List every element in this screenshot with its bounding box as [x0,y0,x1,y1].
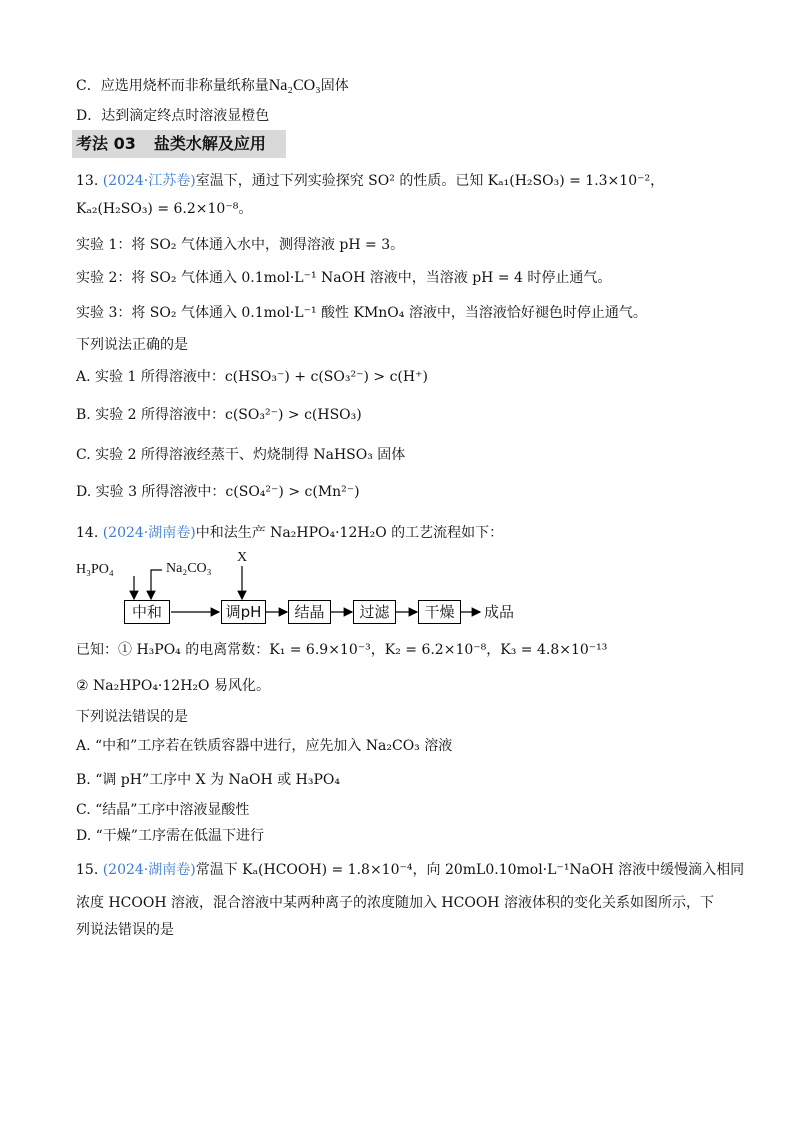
q13-stem [76,171,664,191]
option-c-formula: Na₂CO₃ [268,77,321,94]
q14-known-1: 已知：① H₃PO₄ 的电离常数：K₁ = 6.9×10⁻³，K₂ = 6.2×10⁻⁸，K₃ = 4.8×10⁻¹³ [76,642,608,658]
q12-option-c [76,76,349,96]
flow-step-crystallize: 结晶 [288,600,331,624]
section-header [72,130,286,158]
arrow-na2co3 [151,570,162,599]
flow-input-x: X [237,550,248,565]
q14-option-b: B. “调 pH”工序中 X 为 NaOH 或 H₃PO₄ [76,772,340,788]
q13-option-d: D. 实验 3 所得溶液中：c(SO₄²⁻) > c(Mn²⁻) [76,484,360,500]
flow-output-product: 成品 [484,603,515,621]
question-number: 15. [76,862,99,878]
option-c-text: C．应选用烧杯而非称量纸称量 [76,78,269,94]
flow-step-dry: 干燥 [418,600,461,624]
q13-option-b: B. 实验 2 所得溶液中：c(SO₃²⁻) > c(HSO₃) [76,407,362,423]
q15-stem [76,860,744,880]
question-number: 14. [76,525,99,541]
q13-option-c: C. 实验 2 所得溶液经蒸干、灼烧制得 NaHSO₃ 固体 [76,447,406,463]
question-source: (2024·湖南卷) [102,862,196,878]
section-title: 盐类水解及应用 [153,134,266,153]
flow-input-na2co3: Na₂CO₃ [166,561,212,576]
q13-exp1: 实验 1：将 SO₂ 气体通入水中，测得溶液 pH = 3。 [76,237,405,253]
section-label: 考法 03 [76,134,136,153]
flow-step-adjust-ph: 调pH [221,600,266,624]
question-source: (2024·江苏卷) [102,173,196,189]
flow-step-neutralize: 中和 [124,600,170,624]
q15-stem-2: 浓度 HCOOH 溶液，混合溶液中某两种离子的浓度随加入 HCOOH 溶液体积的变化关系如图所示，下 [76,895,714,911]
q14-known-2: ② Na₂HPO₄·12H₂O 易风化。 [76,678,270,694]
question-stem: 常温下 Kₐ(HCOOH) = 1.8×10⁻⁴，向 20mL0.10mol·L⁻¹NaOH 溶液中缓慢滴入相同 [195,862,745,878]
question-source: (2024·湖南卷) [102,525,196,541]
q13-option-a: A. 实验 1 所得溶液中：c(HSO₃⁻) + c(SO₃²⁻) > c(H⁺) [76,369,428,385]
q15-stem-3: 列说法错误的是 [76,922,174,938]
q13-question: 下列说法正确的是 [76,337,188,353]
option-c-suffix: 固体 [320,78,349,94]
question-stem: 中和法生产 Na₂HPO₄·12H₂O 的工艺流程如下： [195,525,504,541]
question-stem: 室温下，通过下列实验探究 SO² 的性质。已知 Kₐ₁(H₂SO₃) = 1.3×10⁻²， [195,173,665,189]
question-number: 13. [76,173,99,189]
process-flow-diagram [76,550,536,626]
q13-exp3: 实验 3：将 SO₂ 气体通入 0.1mol·L⁻¹ 酸性 KMnO₄ 溶液中，当溶液恰好褪色时停止通气。 [76,305,647,321]
q14-option-a: A. “中和”工序若在铁质容器中进行，应先加入 Na₂CO₃ 溶液 [76,738,453,754]
q13-stem-2: Kₐ₂(H₂SO₃) = 6.2×10⁻⁸。 [76,201,253,217]
q14-option-d: D. “干燥”工序需在低温下进行 [76,828,264,844]
q14-stem [76,523,503,543]
q12-option-d: D．达到滴定终点时溶液显橙色 [76,108,270,124]
q14-question: 下列说法错误的是 [76,709,188,725]
flow-step-filter: 过滤 [353,600,396,624]
q13-exp2: 实验 2：将 SO₂ 气体通入 0.1mol·L⁻¹ NaOH 溶液中，当溶液 pH = 4 时停止通气。 [76,270,612,286]
q14-option-c: C. “结晶”工序中溶液显酸性 [76,802,250,818]
flow-input-h3po4: H₃PO₄ [76,562,114,577]
